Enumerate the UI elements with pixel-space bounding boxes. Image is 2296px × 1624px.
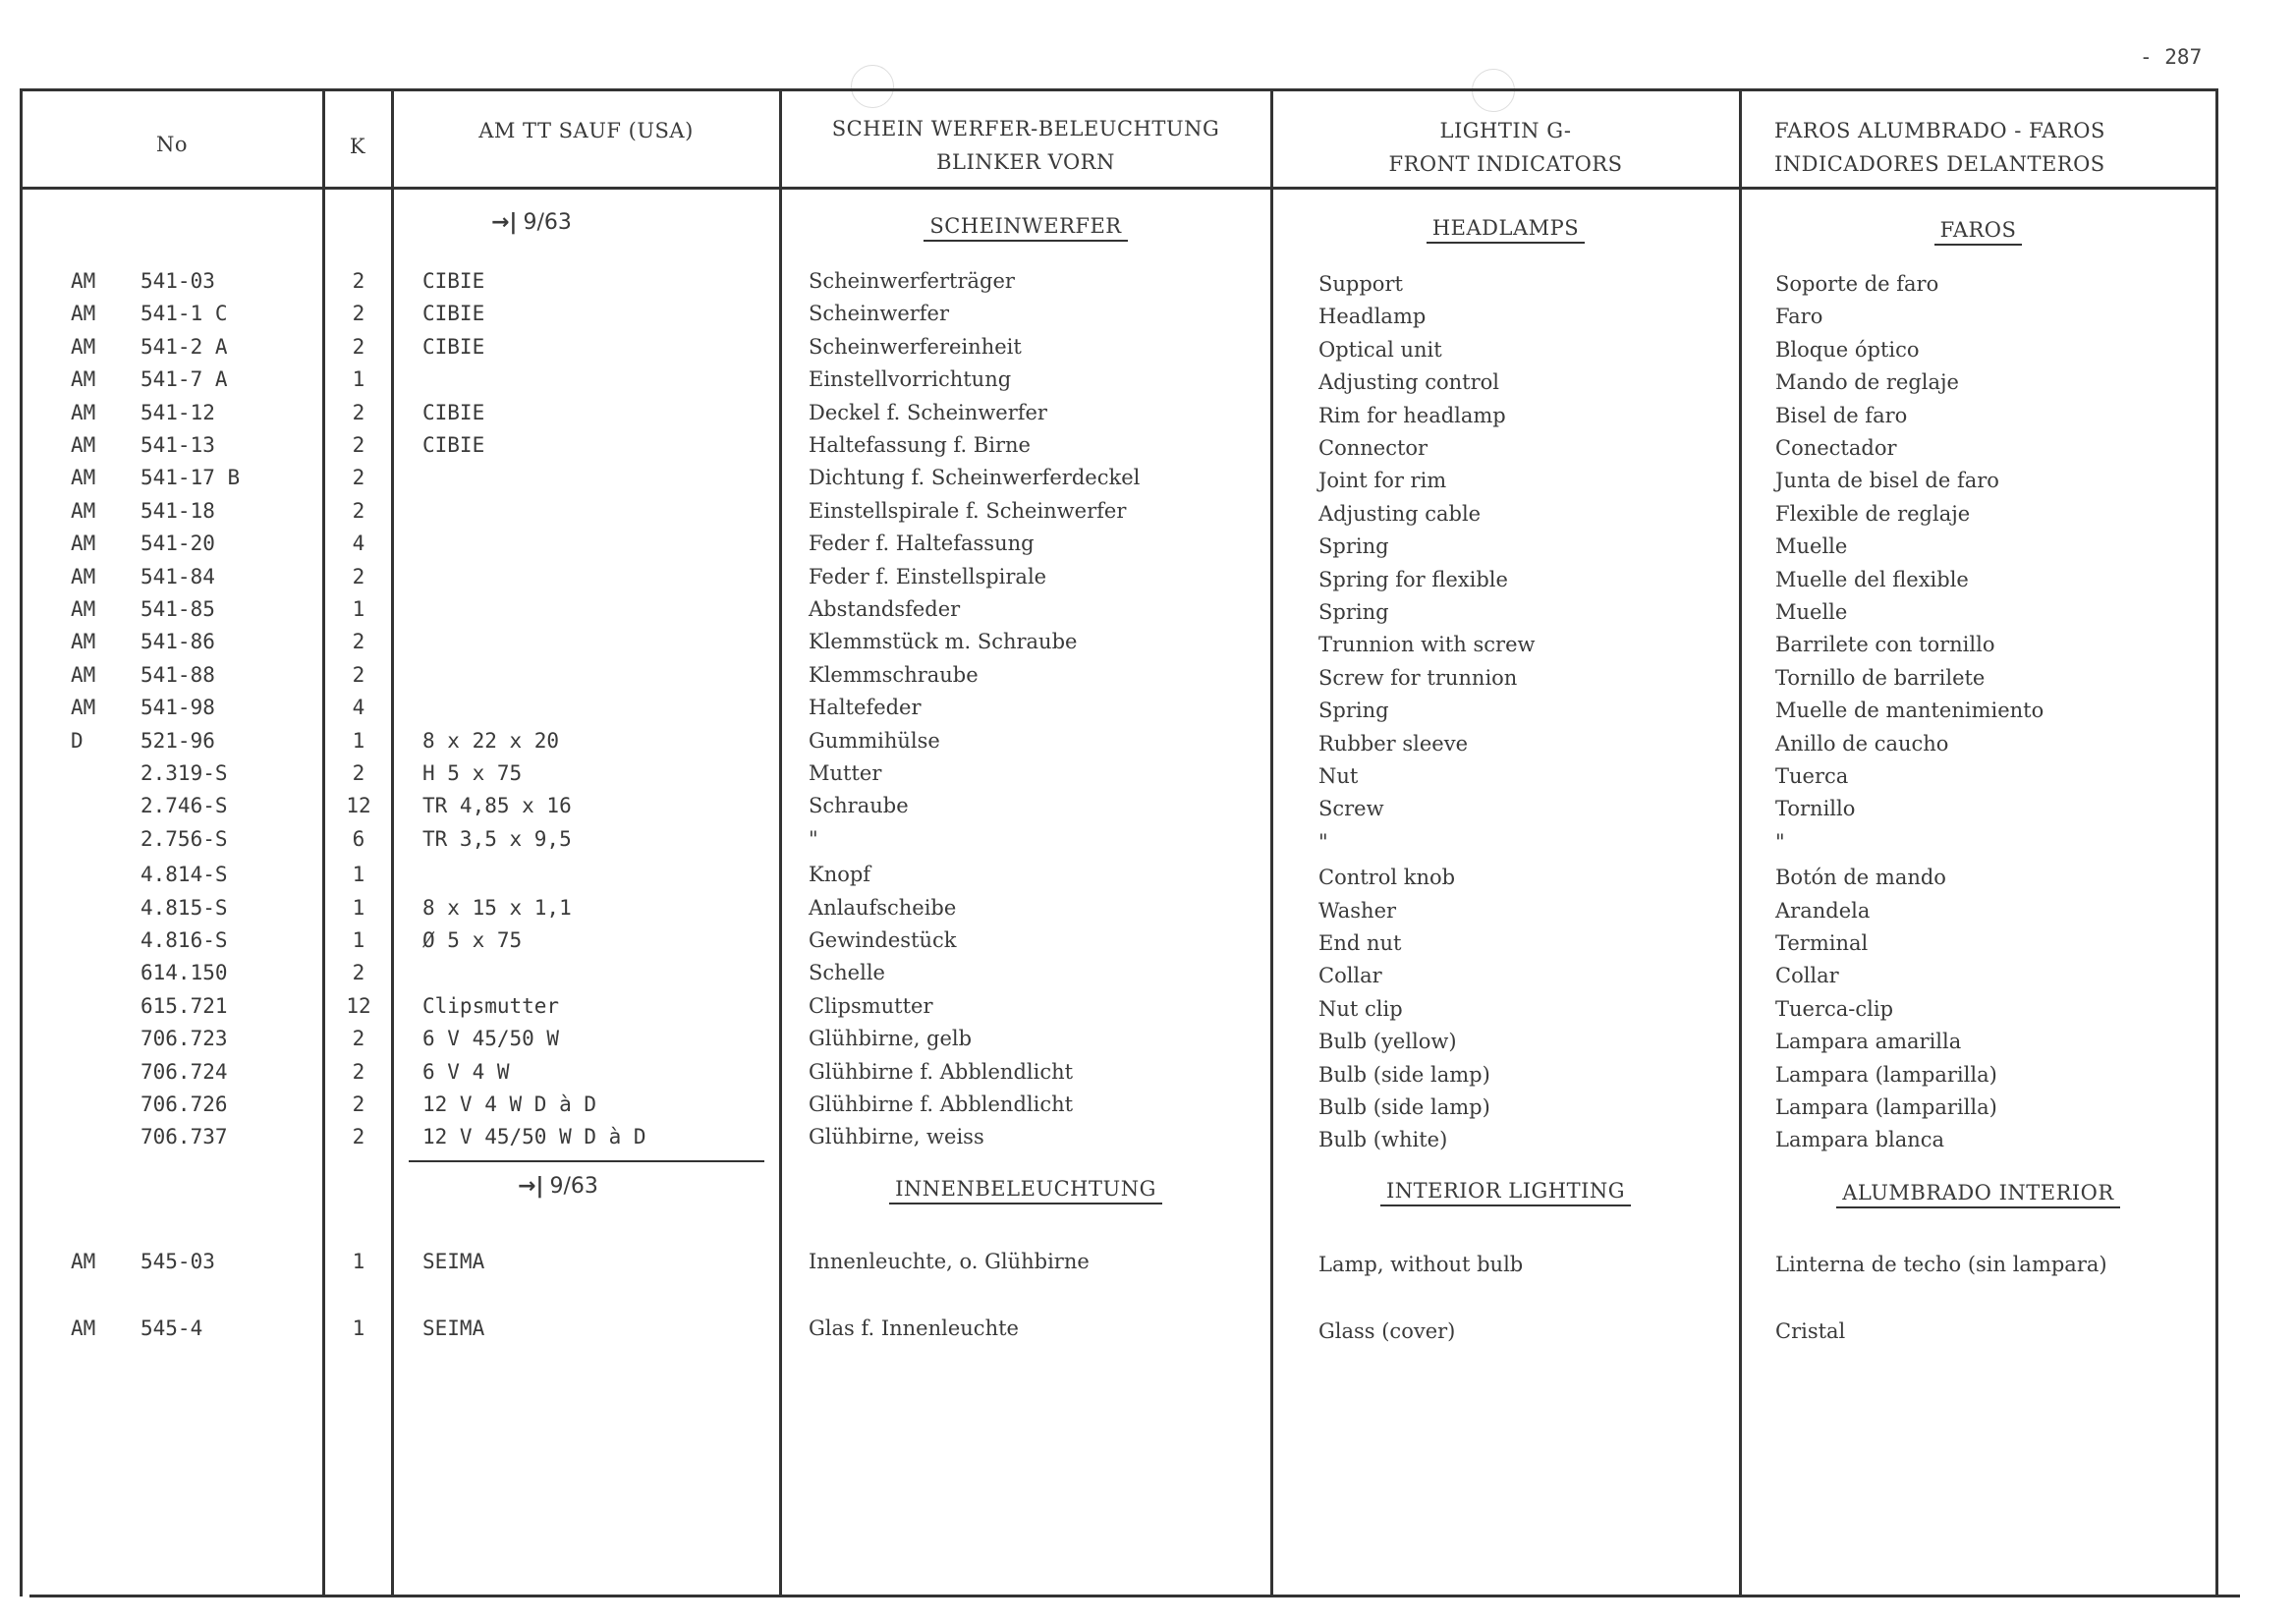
cell-k: 1 [352, 895, 365, 920]
arrow-bar-icon: →| [518, 1174, 544, 1199]
cell-pre: AM [71, 1250, 96, 1273]
cell-no: 541-88 [140, 662, 215, 687]
cell-en: Joint for rim [1318, 469, 1447, 493]
section-rule [409, 1160, 764, 1162]
cell-k: 2 [352, 961, 365, 985]
cell-es: Junta de bisel de faro [1775, 469, 1999, 493]
cell-en: Glass (cover) [1318, 1319, 1456, 1343]
frame-bottom [29, 1595, 2240, 1597]
cell-es: Collar [1775, 964, 1839, 988]
cell-no: 2.746-S [140, 794, 228, 818]
cell-es: Barrilete con tornillo [1775, 633, 1995, 657]
cell-am: SEIMA [422, 1250, 485, 1273]
cell-k: 2 [352, 1092, 365, 1116]
cell-k: 4 [352, 696, 365, 720]
date-mark-1-text: 9/63 [523, 210, 572, 235]
cell-no: 541-2 A [140, 334, 228, 359]
section1-es: FAROS [1934, 218, 2023, 246]
cell-am: CIBIE [422, 400, 485, 424]
cell-no: 2.756-S [140, 826, 228, 851]
date-mark-1 [491, 210, 572, 235]
cell-am: CIBIE [422, 334, 485, 359]
cell-de: Mutter [809, 761, 882, 785]
cell-no: 4.816-S [140, 928, 228, 952]
cell-no: 615.721 [140, 993, 228, 1018]
cell-am: TR 3,5 x 9,5 [422, 826, 572, 851]
cell-en: Nut [1318, 764, 1359, 788]
cell-k: 2 [352, 564, 365, 588]
cell-es: Lampara (lamparilla) [1775, 1095, 1997, 1119]
cell-de: Innenleuchte, o. Glühbirne [809, 1250, 1090, 1273]
cell-pre: AM [71, 367, 96, 392]
cell-no: 4.815-S [140, 895, 228, 920]
cell-en: Spring [1318, 600, 1389, 624]
date-mark-2-text: 9/63 [549, 1174, 598, 1199]
cell-de: Knopf [809, 863, 871, 887]
cell-de: Glühbirne f. Abblendlicht [809, 1059, 1074, 1084]
cell-en: Rim for headlamp [1318, 403, 1506, 427]
cell-en: Support [1318, 272, 1403, 296]
cell-es: Lampara (lamparilla) [1775, 1062, 1997, 1087]
cell-en: Optical unit [1318, 337, 1442, 362]
cell-en: Adjusting cable [1318, 501, 1482, 526]
cell-no: 706.723 [140, 1027, 228, 1051]
cell-pre: AM [71, 597, 96, 621]
cell-de: Einstellspirale f. Scheinwerfer [809, 498, 1127, 523]
cell-pre: AM [71, 498, 96, 523]
cell-es: Muelle del flexible [1775, 567, 1969, 591]
cell-de: Haltefassung f. Birne [809, 433, 1031, 457]
cell-pre: AM [71, 1316, 96, 1340]
header-de-line2: BLINKER VORN [936, 150, 1115, 174]
cell-de: Feder f. Haltefassung [809, 532, 1035, 556]
cell-pre: AM [71, 466, 96, 490]
header-es [1741, 114, 2215, 181]
cell-es: Muelle [1775, 600, 1848, 624]
cell-k: 1 [352, 728, 365, 753]
cell-es: Terminal [1775, 931, 1869, 955]
cell-k: 2 [352, 1125, 365, 1149]
cell-no: 541-7 A [140, 367, 228, 392]
cell-no: 541-18 [140, 498, 215, 523]
cell-no: 545-4 [140, 1316, 203, 1340]
cell-am: 6 V 45/50 W [422, 1027, 560, 1051]
col-divider-de [779, 90, 782, 1596]
cell-es: Conectador [1775, 436, 1897, 460]
cell-en: Bulb (yellow) [1318, 1030, 1457, 1054]
section1-heading-en [1272, 216, 1739, 244]
cell-am: 8 x 15 x 1,1 [422, 895, 572, 920]
cell-de: Scheinwerfereinheit [809, 334, 1022, 359]
cell-de: " [809, 826, 818, 851]
cell-pre: AM [71, 564, 96, 588]
cell-k: 1 [352, 1316, 365, 1340]
cell-no: 541-85 [140, 597, 215, 621]
section1-heading-es [1741, 218, 2215, 246]
cell-pre: AM [71, 269, 96, 293]
col-divider-am [391, 90, 394, 1596]
cell-k: 12 [346, 993, 371, 1018]
section2-de: INNENBELEUCHTUNG [889, 1177, 1162, 1204]
cell-de: Gummihülse [809, 728, 940, 753]
cell-k: 2 [352, 466, 365, 490]
cell-de: Schraube [809, 794, 909, 818]
frame-top [20, 88, 2218, 91]
cell-no: 541-17 B [140, 466, 241, 490]
cell-es: Arandela [1775, 898, 1871, 923]
cell-en: Trunnion with screw [1318, 633, 1536, 657]
cell-am: H 5 x 75 [422, 761, 523, 785]
cell-de: Anlaufscheibe [809, 895, 957, 920]
punch-hole [851, 65, 894, 108]
cell-am: Ø 5 x 75 [422, 928, 523, 952]
page-number: - 287 [2140, 45, 2203, 69]
cell-de: Feder f. Einstellspirale [809, 564, 1047, 588]
cell-en: Bulb (white) [1318, 1128, 1448, 1152]
cell-en: " [1318, 829, 1328, 854]
cell-en: Nut clip [1318, 996, 1403, 1021]
cell-pre: AM [71, 334, 96, 359]
cell-de: Glas f. Innenleuchte [809, 1316, 1019, 1340]
cell-no: 2.319-S [140, 761, 228, 785]
cell-de: Haltefeder [809, 696, 922, 720]
cell-en: Collar [1318, 964, 1382, 988]
cell-en: Spring [1318, 534, 1389, 559]
header-bottom-rule [20, 187, 2218, 190]
cell-de: Glühbirne, weiss [809, 1125, 984, 1149]
cell-es: Anillo de caucho [1775, 731, 1949, 756]
frame-left [20, 88, 23, 1596]
cell-am: CIBIE [422, 269, 485, 293]
cell-en: Screw [1318, 797, 1384, 821]
cell-pre: AM [71, 302, 96, 326]
cell-es: Flexible de reglaje [1775, 501, 1971, 526]
cell-k: 2 [352, 302, 365, 326]
cell-no: 541-03 [140, 269, 215, 293]
cell-pre: AM [71, 696, 96, 720]
cell-no: 706.737 [140, 1125, 228, 1149]
cell-k: 2 [352, 662, 365, 687]
cell-am: 12 V 4 W D à D [422, 1092, 597, 1116]
cell-de: Glühbirne, gelb [809, 1027, 973, 1051]
cell-k: 2 [352, 269, 365, 293]
cell-es: Tuerca [1775, 764, 1849, 788]
cell-no: 545-03 [140, 1250, 215, 1273]
cell-de: Schelle [809, 961, 885, 985]
section2-heading-en [1272, 1179, 1739, 1206]
cell-en: Screw for trunnion [1318, 665, 1518, 690]
cell-en: Rubber sleeve [1318, 731, 1469, 756]
cell-en: Bulb (side lamp) [1318, 1062, 1490, 1087]
cell-es: Muelle [1775, 534, 1848, 559]
section1-de: SCHEINWERFER [924, 214, 1127, 242]
cell-en: Connector [1318, 436, 1428, 460]
cell-k: 2 [352, 498, 365, 523]
cell-am: 12 V 45/50 W D à D [422, 1125, 646, 1149]
cell-am: 8 x 22 x 20 [422, 728, 560, 753]
cell-de: Einstellvorrichtung [809, 367, 1012, 392]
cell-de: Klemmschraube [809, 662, 979, 687]
cell-pre: D [71, 728, 84, 753]
cell-es: " [1775, 829, 1785, 854]
cell-es: Tornillo de barrilete [1775, 665, 1986, 690]
cell-pre: AM [71, 630, 96, 654]
cell-es: Lampara amarilla [1775, 1030, 1962, 1054]
cell-no: 541-13 [140, 433, 215, 457]
cell-en: End nut [1318, 931, 1402, 955]
cell-de: Deckel f. Scheinwerfer [809, 400, 1047, 424]
cell-de: Clipsmutter [809, 993, 933, 1018]
header-en-line1: LIGHTIN G- [1439, 119, 1572, 142]
frame-right [2215, 90, 2218, 1596]
cell-de: Gewindestück [809, 928, 957, 952]
cell-am: CIBIE [422, 433, 485, 457]
cell-k: 4 [352, 532, 365, 556]
cell-no: 541-84 [140, 564, 215, 588]
cell-no: 706.726 [140, 1092, 228, 1116]
cell-k: 6 [352, 826, 365, 851]
cell-de: Scheinwerferträger [809, 269, 1015, 293]
cell-no: 541-12 [140, 400, 215, 424]
cell-es: Bloque óptico [1775, 337, 1920, 362]
cell-no: 614.150 [140, 961, 228, 985]
cell-k: 2 [352, 433, 365, 457]
cell-es: Bisel de faro [1775, 403, 1908, 427]
section1-heading-de [781, 214, 1270, 242]
cell-pre: AM [71, 532, 96, 556]
cell-k: 1 [352, 928, 365, 952]
header-de [781, 112, 1270, 179]
cell-pre: AM [71, 433, 96, 457]
header-en-line2: FRONT INDICATORS [1388, 152, 1623, 176]
header-am: AM TT SAUF (USA) [478, 119, 694, 142]
col-divider-en [1270, 90, 1273, 1596]
cell-es: Soporte de faro [1775, 272, 1939, 296]
cell-am: TR 4,85 x 16 [422, 794, 572, 818]
cell-no: 541-20 [140, 532, 215, 556]
section2-en: INTERIOR LIGHTING [1380, 1179, 1631, 1206]
cell-k: 1 [352, 1250, 365, 1273]
cell-k: 2 [352, 1027, 365, 1051]
section2-heading-de [781, 1177, 1270, 1204]
cell-es: Lampara blanca [1775, 1128, 1945, 1152]
cell-no: 4.814-S [140, 863, 228, 887]
header-es-line2: INDICADORES DELANTEROS [1774, 152, 2105, 176]
header-de-line1: SCHEIN WERFER-BELEUCHTUNG [831, 117, 1220, 140]
cell-k: 2 [352, 1059, 365, 1084]
cell-pre: AM [71, 662, 96, 687]
cell-no: 541-98 [140, 696, 215, 720]
cell-k: 1 [352, 863, 365, 887]
cell-en: Spring for flexible [1318, 567, 1508, 591]
cell-en: Spring [1318, 699, 1389, 723]
cell-en: Headlamp [1318, 305, 1427, 329]
cell-es: Cristal [1775, 1319, 1846, 1343]
cell-k: 2 [352, 334, 365, 359]
cell-k: 1 [352, 597, 365, 621]
cell-es: Linterna de techo (sin lampara) [1775, 1253, 2107, 1276]
cell-am: 6 V 4 W [422, 1059, 510, 1084]
cell-es: Muelle de mantenimiento [1775, 699, 2044, 723]
date-mark-2 [518, 1174, 598, 1199]
cell-no: 541-1 C [140, 302, 228, 326]
cell-en: Washer [1318, 898, 1397, 923]
cell-k: 1 [352, 367, 365, 392]
cell-de: Dichtung f. Scheinwerferdeckel [809, 466, 1141, 490]
section2-heading-es [1741, 1181, 2215, 1208]
cell-no: 706.724 [140, 1059, 228, 1084]
cell-es: Tornillo [1775, 797, 1856, 821]
cell-en: Bulb (side lamp) [1318, 1095, 1490, 1119]
arrow-bar-icon: →| [491, 210, 518, 235]
section2-es: ALUMBRADO INTERIOR [1836, 1181, 2119, 1208]
section1-en: HEADLAMPS [1427, 216, 1585, 244]
cell-k: 2 [352, 630, 365, 654]
cell-de: Klemmstück m. Schraube [809, 630, 1078, 654]
cell-am: CIBIE [422, 302, 485, 326]
cell-no: 541-86 [140, 630, 215, 654]
cell-es: Faro [1775, 305, 1823, 329]
header-k: K [349, 135, 366, 158]
cell-es: Botón de mando [1775, 866, 1946, 890]
header-no: No [155, 133, 189, 156]
cell-k: 2 [352, 400, 365, 424]
cell-k: 2 [352, 761, 365, 785]
cell-es: Tuerca-clip [1775, 996, 1894, 1021]
col-divider-es [1739, 90, 1742, 1596]
cell-pre: AM [71, 400, 96, 424]
cell-am: Clipsmutter [422, 993, 560, 1018]
cell-am: SEIMA [422, 1316, 485, 1340]
cell-en: Adjusting control [1318, 370, 1499, 395]
cell-no: 521-96 [140, 728, 215, 753]
header-en [1272, 114, 1739, 181]
cell-k: 12 [346, 794, 371, 818]
cell-de: Scheinwerfer [809, 302, 950, 326]
cell-de: Abstandsfeder [809, 597, 961, 621]
cell-de: Glühbirne f. Abblendlicht [809, 1092, 1074, 1116]
cell-en: Lamp, without bulb [1318, 1253, 1524, 1276]
cell-en: Control knob [1318, 866, 1456, 890]
col-divider-k [322, 90, 325, 1596]
header-es-line1: FAROS ALUMBRADO - FAROS [1774, 119, 2105, 142]
cell-es: Mando de reglaje [1775, 370, 1959, 395]
